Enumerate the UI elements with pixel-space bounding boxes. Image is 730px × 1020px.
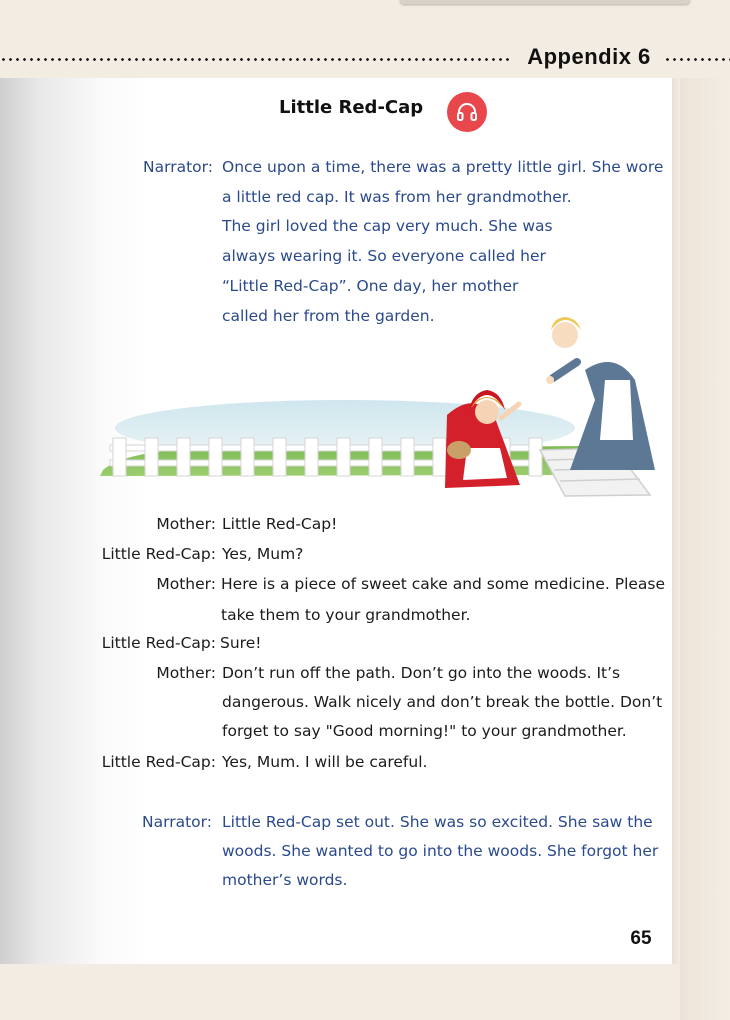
speaker-label: Little Red-Cap: xyxy=(101,634,216,652)
top-page-tab xyxy=(400,0,690,4)
dialogue-line: take them to your grandmother. xyxy=(221,606,471,624)
narration-line: mother’s words. xyxy=(222,871,348,889)
dialogue-line: Little Red-Cap! xyxy=(222,515,338,533)
appendix-label: Appendix 6 xyxy=(527,44,651,69)
speaker-label: Mother: xyxy=(156,515,216,533)
headphones-icon xyxy=(455,100,479,124)
narrator-speaker-intro: Narrator: xyxy=(143,158,213,176)
narration-line: “Little Red-Cap”. One day, her mother xyxy=(222,277,519,295)
page-shadow xyxy=(672,78,680,964)
narration-line: always wearing it. So everyone called her xyxy=(222,247,546,265)
dialogue-line: dangerous. Walk nicely and don’t break the bottle. Don’t xyxy=(222,693,663,711)
narration-line: called her from the garden. xyxy=(222,307,435,325)
dialogue-line: forget to say "Good morning!" to your grandmother. xyxy=(222,722,627,740)
dialogue-line: Sure! xyxy=(220,634,262,652)
dialogue-line: Don’t run off the path. Don’t go into the woods. It’s xyxy=(222,664,621,682)
narration-line: Once upon a time, there was a pretty little girl. She wore xyxy=(222,158,664,176)
narration-line: Little Red-Cap set out. She was so excited. She saw the xyxy=(222,813,653,831)
book-edge xyxy=(680,78,730,1020)
audio-play-button[interactable] xyxy=(447,92,487,132)
speaker-label: Little Red-Cap: xyxy=(101,545,216,563)
speaker-label: Mother: xyxy=(156,664,216,682)
speaker-label: Mother: xyxy=(156,575,216,593)
dialogue-line: Yes, Mum. I will be careful. xyxy=(222,753,428,771)
story-title: Little Red-Cap xyxy=(279,97,424,118)
narrator-speaker-outro: Narrator: xyxy=(142,813,212,831)
narration-line: woods. She wanted to go into the woods. She forgot her xyxy=(222,842,659,860)
dialogue-line: Here is a piece of sweet cake and some medicine. Please xyxy=(221,575,666,593)
page-number: 65 xyxy=(630,928,652,949)
dotted-rule-right xyxy=(664,58,730,61)
dialogue-line: Yes, Mum? xyxy=(222,545,304,563)
dotted-rule-left xyxy=(0,58,512,61)
story-illustration xyxy=(95,300,670,500)
narration-line: a little red cap. It was from her grandmother. xyxy=(222,188,572,206)
narration-line: The girl loved the cap very much. She was xyxy=(222,217,553,235)
speaker-label: Little Red-Cap: xyxy=(101,753,216,771)
